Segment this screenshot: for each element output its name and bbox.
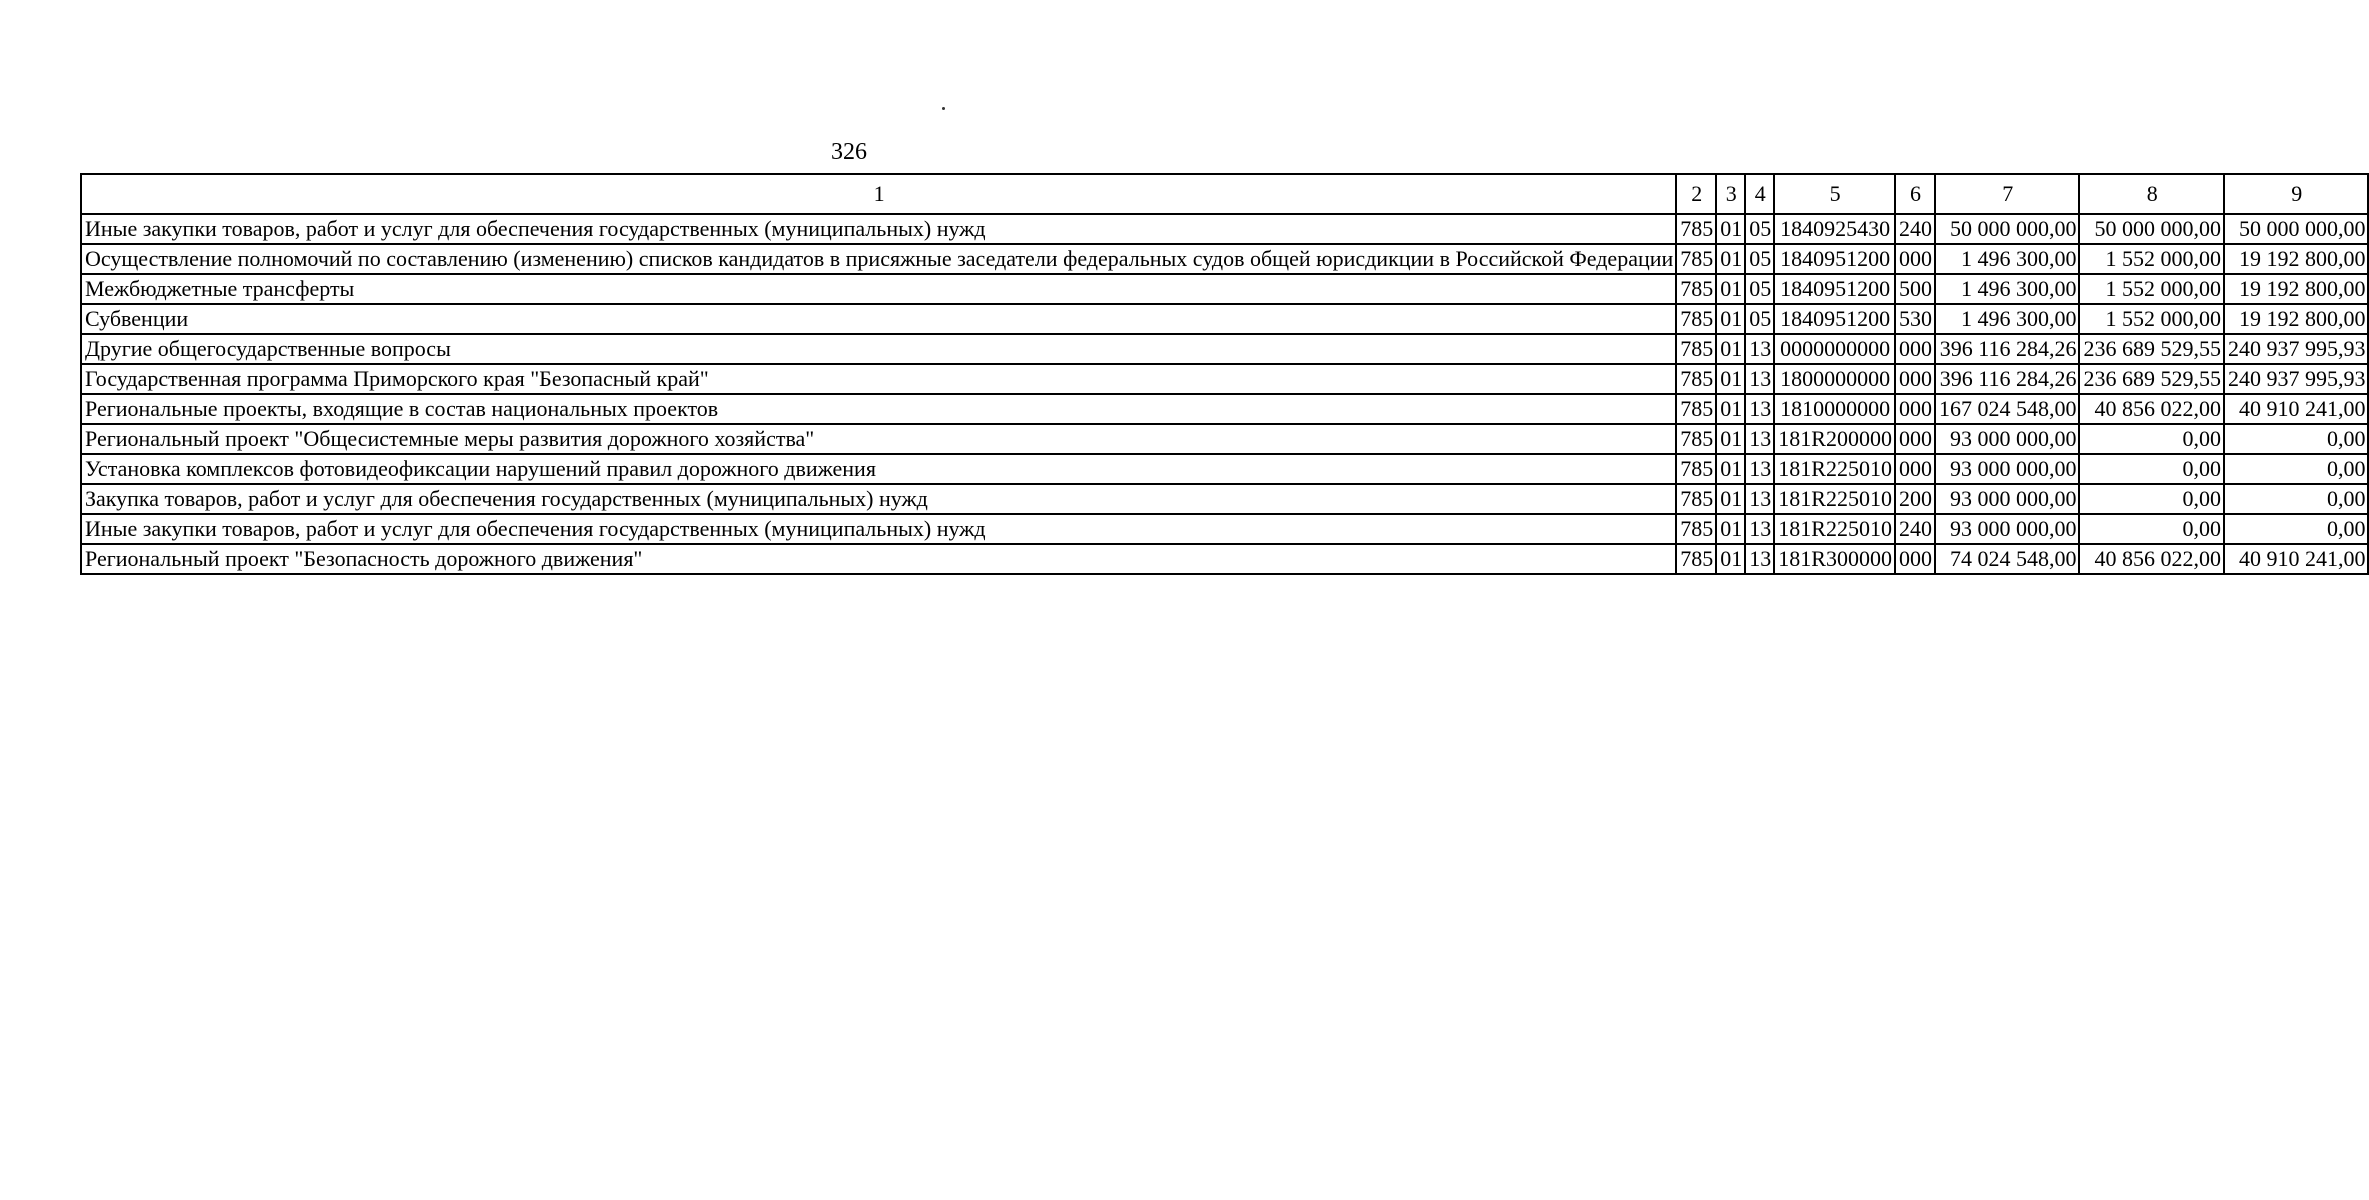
expense-type-cell: 000	[1895, 394, 1935, 424]
budget-table	[80, 173, 2369, 575]
amount-col8-cell: 1 552 000,00	[2079, 244, 2224, 274]
ministry-code-cell: 785	[1676, 544, 1716, 574]
target-article-cell: 1840951200	[1774, 244, 1895, 274]
item-name-cell: Государственная программа Приморского края "Безопасный край"	[81, 364, 1676, 394]
table-row	[81, 514, 2368, 544]
ministry-code-cell: 785	[1676, 484, 1716, 514]
target-article-cell: 181R200000	[1774, 424, 1895, 454]
amount-col7-cell: 1 496 300,00	[1935, 274, 2080, 304]
amount-col9-cell: 40 910 241,00	[2224, 394, 2369, 424]
section-code-cell: 01	[1716, 514, 1745, 544]
subsection-code-cell: 05	[1745, 274, 1774, 304]
subsection-code-cell: 13	[1745, 424, 1774, 454]
amount-col9-cell: 0,00	[2224, 484, 2369, 514]
amount-col7-cell: 93 000 000,00	[1935, 484, 2080, 514]
subsection-code-cell: 13	[1745, 484, 1774, 514]
item-name-cell: Иные закупки товаров, работ и услуг для обеспечения государственных (муниципальных) нужд	[81, 514, 1676, 544]
target-article-cell: 181R225010	[1774, 454, 1895, 484]
item-name-cell: Региональный проект "Безопасность дорожного движения"	[81, 544, 1676, 574]
amount-col7-cell: 396 116 284,26	[1935, 334, 2080, 364]
amount-col7-cell: 396 116 284,26	[1935, 364, 2080, 394]
amount-col7-cell: 93 000 000,00	[1935, 424, 2080, 454]
subsection-code-cell: 13	[1745, 364, 1774, 394]
ministry-code-cell: 785	[1676, 304, 1716, 334]
amount-col7-cell: 1 496 300,00	[1935, 244, 2080, 274]
section-code-cell: 01	[1716, 484, 1745, 514]
amount-col9-cell: 240 937 995,93	[2224, 334, 2369, 364]
item-name-cell: Установка комплексов фотовидеофиксации нарушений правил дорожного движения	[81, 454, 1676, 484]
section-code-cell: 01	[1716, 274, 1745, 304]
item-name-cell: Другие общегосударственные вопросы	[81, 334, 1676, 364]
target-article-cell: 1840925430	[1774, 214, 1895, 244]
amount-col9-cell: 0,00	[2224, 454, 2369, 484]
expense-type-cell: 200	[1895, 484, 1935, 514]
section-code-cell: 01	[1716, 364, 1745, 394]
expense-type-cell: 000	[1895, 334, 1935, 364]
subsection-code-cell: 13	[1745, 544, 1774, 574]
table-body	[81, 214, 2368, 574]
subsection-code-cell: 13	[1745, 514, 1774, 544]
ministry-code-cell: 785	[1676, 454, 1716, 484]
amount-col9-cell: 240 937 995,93	[2224, 364, 2369, 394]
section-code-cell: 01	[1716, 454, 1745, 484]
item-name-cell: Межбюджетные трансферты	[81, 274, 1676, 304]
item-name-cell: Региональные проекты, входящие в состав национальных проектов	[81, 394, 1676, 424]
section-code-cell: 01	[1716, 304, 1745, 334]
target-article-cell: 1840951200	[1774, 274, 1895, 304]
expense-type-cell: 240	[1895, 214, 1935, 244]
ministry-code-cell: 785	[1676, 364, 1716, 394]
expense-type-cell: 000	[1895, 364, 1935, 394]
subsection-code-cell: 13	[1745, 454, 1774, 484]
column-header: 6	[1895, 174, 1935, 214]
item-name-cell: Закупка товаров, работ и услуг для обеспечения государственных (муниципальных) нужд	[81, 484, 1676, 514]
subsection-code-cell: 13	[1745, 394, 1774, 424]
table-row	[81, 304, 2368, 334]
table-header-row	[81, 174, 2368, 214]
expense-type-cell: 500	[1895, 274, 1935, 304]
table-row	[81, 334, 2368, 364]
ministry-code-cell: 785	[1676, 514, 1716, 544]
target-article-cell: 1840951200	[1774, 304, 1895, 334]
subsection-code-cell: 13	[1745, 334, 1774, 364]
table-row	[81, 364, 2368, 394]
item-name-cell: Региональный проект "Общесистемные меры развития дорожного хозяйства"	[81, 424, 1676, 454]
target-article-cell: 0000000000	[1774, 334, 1895, 364]
amount-col7-cell: 74 024 548,00	[1935, 544, 2080, 574]
table-row	[81, 454, 2368, 484]
subsection-code-cell: 05	[1745, 214, 1774, 244]
amount-col8-cell: 1 552 000,00	[2079, 304, 2224, 334]
column-header: 3	[1716, 174, 1745, 214]
item-name-cell: Иные закупки товаров, работ и услуг для обеспечения государственных (муниципальных) нужд	[81, 214, 1676, 244]
amount-col8-cell: 40 856 022,00	[2079, 544, 2224, 574]
expense-type-cell: 240	[1895, 514, 1935, 544]
section-code-cell: 01	[1716, 244, 1745, 274]
amount-col9-cell: 40 910 241,00	[2224, 544, 2369, 574]
column-header: 7	[1935, 174, 2080, 214]
target-article-cell: 1810000000	[1774, 394, 1895, 424]
expense-type-cell: 000	[1895, 454, 1935, 484]
column-header: 8	[2079, 174, 2224, 214]
section-code-cell: 01	[1716, 394, 1745, 424]
expense-type-cell: 000	[1895, 544, 1935, 574]
amount-col9-cell: 19 192 800,00	[2224, 274, 2369, 304]
ministry-code-cell: 785	[1676, 334, 1716, 364]
table-row	[81, 394, 2368, 424]
table-row	[81, 484, 2368, 514]
section-code-cell: 01	[1716, 544, 1745, 574]
amount-col9-cell: 0,00	[2224, 514, 2369, 544]
amount-col8-cell: 0,00	[2079, 454, 2224, 484]
amount-col8-cell: 0,00	[2079, 424, 2224, 454]
section-code-cell: 01	[1716, 424, 1745, 454]
amount-col8-cell: 0,00	[2079, 514, 2224, 544]
table-row	[81, 274, 2368, 304]
amount-col8-cell: 0,00	[2079, 484, 2224, 514]
table-row	[81, 424, 2368, 454]
amount-col9-cell: 19 192 800,00	[2224, 304, 2369, 334]
ministry-code-cell: 785	[1676, 244, 1716, 274]
amount-col8-cell: 236 689 529,55	[2079, 334, 2224, 364]
amount-col8-cell: 1 552 000,00	[2079, 274, 2224, 304]
subsection-code-cell: 05	[1745, 304, 1774, 334]
table-row	[81, 214, 2368, 244]
table-row	[81, 244, 2368, 274]
ministry-code-cell: 785	[1676, 214, 1716, 244]
expense-type-cell: 000	[1895, 424, 1935, 454]
amount-col8-cell: 40 856 022,00	[2079, 394, 2224, 424]
expense-type-cell: 530	[1895, 304, 1935, 334]
ministry-code-cell: 785	[1676, 394, 1716, 424]
target-article-cell: 1800000000	[1774, 364, 1895, 394]
target-article-cell: 181R225010	[1774, 484, 1895, 514]
item-name-cell: Осуществление полномочий по составлению (изменению) списков кандидатов в присяжные заседатели федеральных судов общей юрисдикции в Российской Федерации	[81, 244, 1676, 274]
column-header: 9	[2224, 174, 2369, 214]
expense-type-cell: 000	[1895, 244, 1935, 274]
table-row	[81, 544, 2368, 574]
section-code-cell: 01	[1716, 214, 1745, 244]
amount-col7-cell: 167 024 548,00	[1935, 394, 2080, 424]
amount-col7-cell: 50 000 000,00	[1935, 214, 2080, 244]
amount-col8-cell: 50 000 000,00	[2079, 214, 2224, 244]
ministry-code-cell: 785	[1676, 424, 1716, 454]
item-name-cell: Субвенции	[81, 304, 1676, 334]
subsection-code-cell: 05	[1745, 244, 1774, 274]
amount-col7-cell: 93 000 000,00	[1935, 514, 2080, 544]
page-number: 326	[831, 139, 867, 165]
amount-col9-cell: 50 000 000,00	[2224, 214, 2369, 244]
amount-col9-cell: 0,00	[2224, 424, 2369, 454]
column-header: 4	[1745, 174, 1774, 214]
target-article-cell: 181R300000	[1774, 544, 1895, 574]
section-code-cell: 01	[1716, 334, 1745, 364]
amount-col9-cell: 19 192 800,00	[2224, 244, 2369, 274]
column-header: 1	[81, 174, 1676, 214]
target-article-cell: 181R225010	[1774, 514, 1895, 544]
ministry-code-cell: 785	[1676, 274, 1716, 304]
amount-col7-cell: 93 000 000,00	[1935, 454, 2080, 484]
amount-col8-cell: 236 689 529,55	[2079, 364, 2224, 394]
scan-speck	[942, 107, 945, 110]
column-header: 5	[1774, 174, 1895, 214]
amount-col7-cell: 1 496 300,00	[1935, 304, 2080, 334]
column-header: 2	[1676, 174, 1716, 214]
